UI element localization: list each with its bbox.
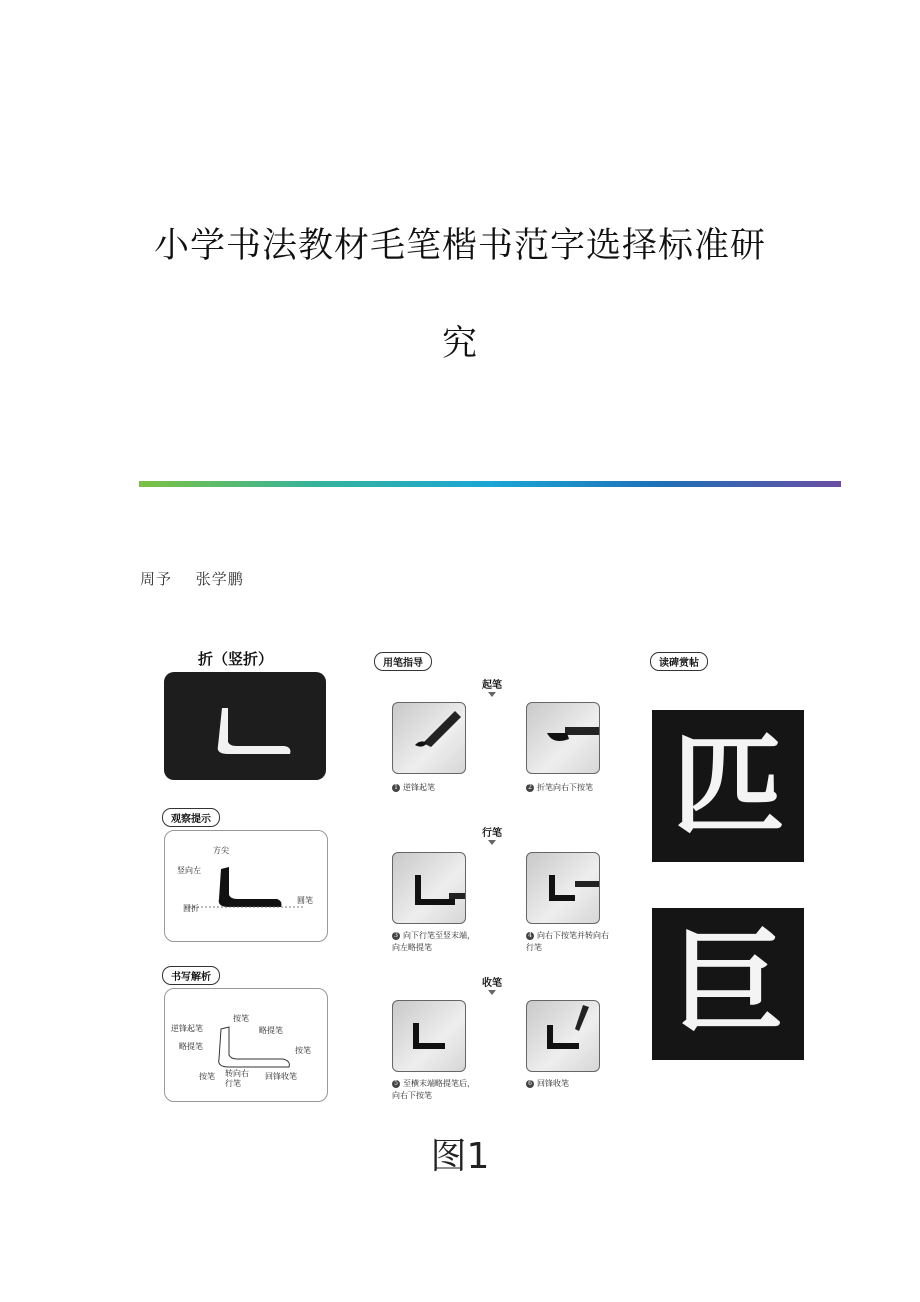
step-6-photo — [526, 1000, 600, 1072]
brush-icon — [393, 853, 465, 923]
stele-char-1: 匹 — [672, 720, 784, 851]
note-anbi-bottom: 按笔 — [199, 1072, 215, 1081]
note-shuxiangzuo: 竖向左 — [177, 866, 201, 875]
note-luoti-right: 略提笔 — [259, 1026, 283, 1035]
observe-panel — [164, 830, 328, 942]
note-zhuanxiang: 转向右 行笔 — [225, 1069, 249, 1088]
note-luoti-left: 略提笔 — [179, 1042, 203, 1051]
step-1-caption: 1 逆锋起笔 — [392, 782, 482, 794]
brush-icon — [527, 1001, 599, 1071]
observe-stroke-icon — [165, 831, 327, 941]
brush-icon — [527, 703, 599, 773]
stroke-sample-box — [164, 672, 326, 780]
observe-tag: 观察提示 — [162, 808, 220, 827]
appreciate-tag: 读碑赏帖 — [650, 652, 708, 671]
step-5-photo — [392, 1000, 466, 1072]
section-xingbi: 行笔 — [482, 828, 502, 839]
brush-icon — [527, 853, 599, 923]
analysis-panel — [164, 988, 328, 1102]
step-2-caption: 2 折笔向右下按笔 — [526, 782, 616, 794]
stele-char-2: 巨 — [672, 918, 784, 1049]
brush-icon — [393, 703, 465, 773]
section-shoubi: 收笔 — [482, 978, 502, 989]
stele-char-1-box — [652, 710, 804, 862]
step-6-caption: 6 回锋收笔 — [526, 1078, 616, 1090]
step-5-caption: 5 至横末端略提笔后，向右下按笔 — [392, 1079, 475, 1100]
figure-1 — [158, 640, 810, 1110]
note-yuanzhe: 圆折 — [183, 904, 199, 913]
note-huifeng: 回锋收笔 — [265, 1072, 297, 1081]
step-4-caption: 4 向右下按笔并转向右行笔 — [526, 931, 609, 952]
brush-icon — [393, 1001, 465, 1071]
section-qibi: 起笔 — [482, 680, 502, 691]
stroke-sample-icon — [164, 672, 326, 780]
stroke-title: 折（竖折） — [198, 650, 274, 668]
step-3-photo — [392, 852, 466, 924]
analysis-tag: 书写解析 — [162, 966, 220, 985]
document-title-line-1: 小学书法教材毛笔楷书范字选择标准研 — [153, 226, 766, 266]
author-2: 张学鹏 — [195, 570, 244, 588]
note-fangjian: 方尖 — [213, 846, 229, 855]
note-nifeng: 逆锋起笔 — [171, 1024, 203, 1033]
arrow-down-icon — [488, 990, 496, 995]
arrow-down-icon — [488, 840, 496, 845]
figure-label: 图1 — [430, 1136, 490, 1177]
note-anbi-top: 按笔 — [233, 1014, 249, 1023]
gradient-divider — [139, 481, 841, 487]
note-yuanbi: 圆笔 — [297, 896, 313, 905]
author-1: 周予 — [140, 570, 173, 588]
document-title-line-2: 究 — [441, 324, 478, 364]
authors — [140, 568, 262, 589]
arrow-down-icon — [488, 692, 496, 697]
step-2-photo — [526, 702, 600, 774]
stele-char-2-box — [652, 908, 804, 1060]
step-1-photo — [392, 702, 466, 774]
step-4-photo — [526, 852, 600, 924]
step-3-caption: 3 向下行笔至竖末端，向左略提笔 — [392, 931, 475, 952]
guide-tag: 用笔指导 — [374, 652, 432, 671]
note-anbi-right: 按笔 — [295, 1046, 311, 1055]
